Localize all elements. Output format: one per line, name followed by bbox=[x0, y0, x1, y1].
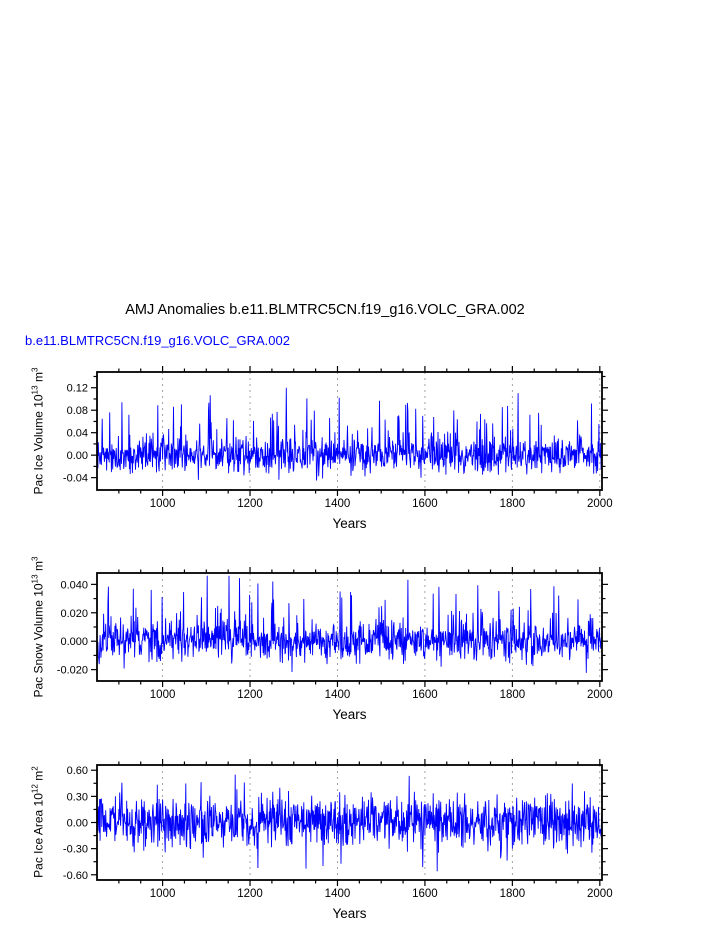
x-tick-label: 1200 bbox=[237, 888, 263, 900]
plot-pac-ice-volume bbox=[0, 360, 723, 535]
y-tick-label: -0.04 bbox=[62, 472, 88, 485]
x-tick-label: 1600 bbox=[412, 498, 438, 510]
y-tick-label: 0.020 bbox=[60, 607, 88, 620]
y-axis-label-snow-volume: Pac Snow Volume $10^{13}$ $m^3$ bbox=[30, 556, 46, 698]
y-tick-label: 0.60 bbox=[66, 765, 88, 778]
y-tick-label: 0.00 bbox=[66, 450, 88, 463]
y-axis-label-ice-area: Pac Ice Area $10^{12}$ $m^2$ bbox=[30, 766, 46, 878]
x-tick-label: 1600 bbox=[412, 888, 438, 900]
x-axis-title: Years bbox=[332, 707, 367, 722]
x-tick-label: 1400 bbox=[324, 888, 351, 900]
y-tick-label: 0.040 bbox=[60, 579, 88, 592]
x-tick-label: 1800 bbox=[499, 888, 526, 900]
y-tick-label: 0.04 bbox=[66, 427, 88, 440]
x-tick-label: 1200 bbox=[237, 498, 263, 510]
y-tick-label: -0.30 bbox=[62, 843, 88, 856]
x-tick-label: 1000 bbox=[149, 888, 176, 900]
x-tick-label: 1200 bbox=[237, 689, 263, 701]
y-axis-label-ice-volume: Pac Ice Volume $10^{13}$ $m^3$ bbox=[30, 367, 46, 495]
x-tick-label: 1800 bbox=[499, 498, 526, 510]
y-tick-label: -0.60 bbox=[62, 869, 88, 882]
x-tick-label: 1600 bbox=[412, 689, 438, 701]
y-tick-label: 0.12 bbox=[66, 382, 88, 395]
y-tick-label: -0.020 bbox=[56, 664, 88, 677]
x-tick-label: 1000 bbox=[149, 498, 176, 510]
x-tick-label: 1800 bbox=[499, 689, 526, 701]
x-axis-title: Years bbox=[332, 906, 367, 921]
x-tick-label: 2000 bbox=[587, 498, 613, 510]
legend-series-label: b.e11.BLMTRC5CN.f19_g16.VOLC_GRA.002 bbox=[25, 333, 290, 348]
x-tick-label: 2000 bbox=[587, 888, 613, 900]
y-tick-label: 0.000 bbox=[60, 636, 88, 649]
x-tick-label: 1400 bbox=[324, 689, 351, 701]
figure-title: AMJ Anomalies b.e11.BLMTRC5CN.f19_g16.VOLC_GRA.002 bbox=[125, 302, 525, 318]
x-tick-label: 2000 bbox=[587, 689, 613, 701]
x-tick-label: 1000 bbox=[149, 689, 176, 701]
y-tick-label: 0.30 bbox=[66, 791, 88, 804]
x-axis-title: Years bbox=[332, 516, 367, 531]
plot-pac-snow-volume bbox=[0, 561, 723, 729]
y-tick-label: 0.08 bbox=[66, 405, 88, 418]
y-tick-label: 0.00 bbox=[66, 817, 88, 830]
x-tick-label: 1400 bbox=[324, 498, 351, 510]
plot-pac-ice-area bbox=[0, 753, 723, 925]
